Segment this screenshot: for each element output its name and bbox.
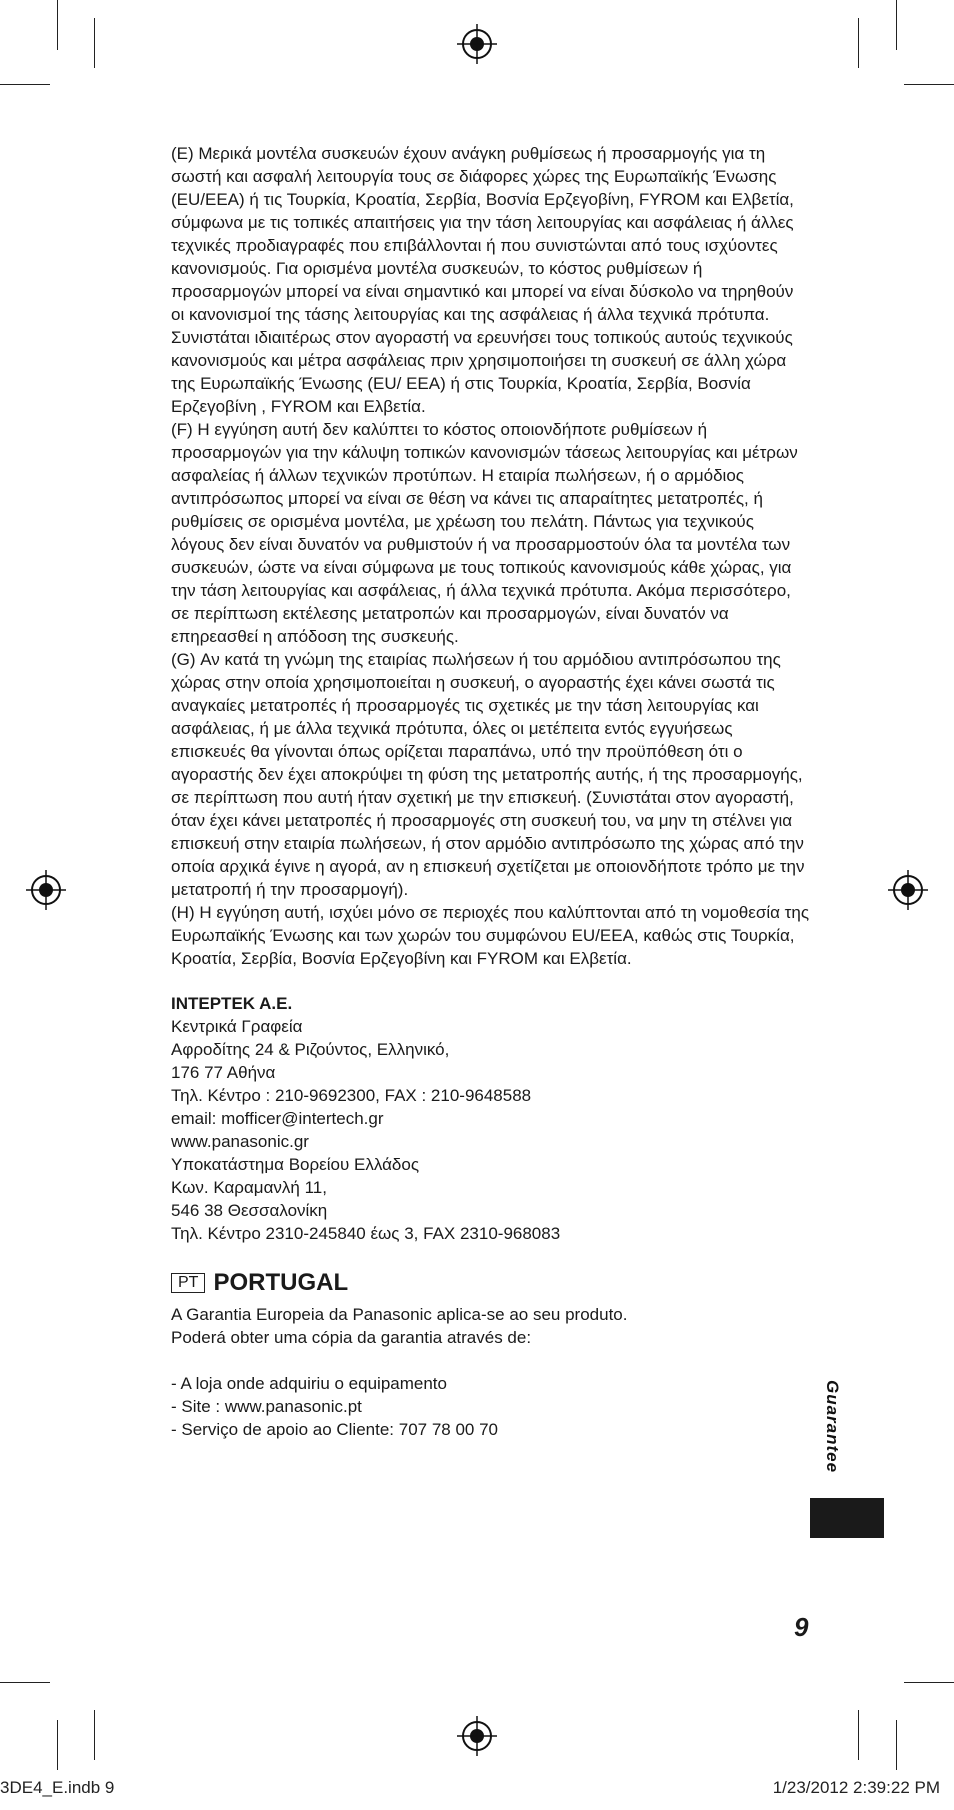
section-tab-marker <box>810 1498 884 1538</box>
portugal-body <box>171 1303 811 1349</box>
crop-mark <box>896 0 897 50</box>
list-item: - A loja onde adquiriu o equipamento <box>171 1374 447 1393</box>
paragraph-e: (E) Μερικά μοντέλα συσκευών έχουν ανάγκη ρυθμίσεως ή προσαρμογής για τη σωστή και ασφαλή λειτουργία τους σε διάφορες χώρες της Ευρωπαϊκής Ένωσης (EU/EEA) ή τις Τουρκία, Κροατία, Σερβία, Βοσνία Ερζεγοβίνη, FYROM και Ελβετία, σύμφωνα με τις τοπικές απαιτήσεις για την τάση λειτουργίας και ασφάλειας ή άλλες τεχνικές προδιαγραφές που επιβάλλονται ή που συνιστώνται από τους ισχύοντες κανονισμούς. Για ορισμένα μοντέλα συσκευών, το κόστος ρυθμίσεων ή προσαρμογών μπορεί να είναι σημαντικό και μπορεί να είναι δύσκολο να τηρηθούν οι κανονισμοί της τάσης λειτουργίας και της ασφάλειας ή άλλα τεχνικά πρότυπα. Συνιστάται ιδιαιτέρως στον αγοραστή να ερευνήσει τους τοπικούς αυτούς τεχνικούς κανονισμούς και μέτρα ασφάλειας πριν χρησιμοποιήσει τη συσκευή σε άλλη χώρα της Ευρωπαϊκής Ένωσης (EU/ EEA) ή στις Τουρκία, Κροατία, Σερβία, Βοσνία Ερζεγοβίνη , FYROM και Ελβετία. <box>171 144 794 416</box>
website-line: www.panasonic.gr <box>171 1132 309 1151</box>
address-line: Κεντρικά Γραφεία <box>171 1017 303 1036</box>
crop-mark <box>858 1710 859 1760</box>
paragraph-f: (F) Η εγγύηση αυτή δεν καλύπτει το κόστος οποιονδήποτε ρυθμίσεων ή προσαρμογών για την κάλυψη τοπικών κανονισμών τάσεως λειτουργίας και μέτρων ασφαλείας ή άλλων τεχνικών προτύπων. Η εταιρία πωλήσεων, ή ο αρμόδιος αντιπρόσωπος μπορεί να είναι σε θέση να κάνει τις απαραίτητες μετατροπές, ή ρυθμίσεις σε ορισμένα μοντέλα, με χρέωση του πελάτη. Πάντως για τεχνικούς λόγους δεν είναι δυνατόν να ρυθμιστούν ή να προσαρμοστούν όλα τα μοντέλα των συσκευών, ώστε να είναι σύμφωνα με τους τοπικούς κανονισμούς κάθε χώρας, για την τάση λειτουργίας και ασφάλειας, ή άλλα τεχνικά πρότυπα. Ακόμα περισσότερο, σε περίπτωση εκτέλεσης μετατροπών και προσαρμογών, είναι δυνατόν να επηρεασθεί η απόδοση της συσκευής. <box>171 420 798 646</box>
document-body <box>171 142 811 1441</box>
address-line: Τηλ. Κέντρο 2310-245840 έως 3, FAX 2310-968083 <box>171 1224 561 1243</box>
portugal-heading <box>171 1269 811 1297</box>
crop-mark <box>57 0 58 50</box>
crop-mark <box>904 84 954 85</box>
registration-mark-icon <box>888 870 928 910</box>
address-line: Κων. Καραμανλή 11, <box>171 1178 327 1197</box>
crop-mark <box>94 18 95 68</box>
paragraph-h: (H) Η εγγύηση αυτή, ισχύει μόνο σε περιοχές που καλύπτονται από τη νομοθεσία της Ευρωπαϊκής Ένωσης και των χωρών του συμφώνου EU/EEA, καθώς στις Τουρκία, Κροατία, Σερβία, Βοσνία Ερζεγοβίνη και FYROM και Ελβετία. <box>171 903 810 968</box>
registration-mark-icon <box>457 1716 497 1756</box>
address-line: Τηλ. Κέντρο : 210-9692300, FAX : 210-9648588 <box>171 1086 532 1105</box>
printer-slug-date: 1/23/2012 2:39:22 PM <box>772 1778 940 1797</box>
address-line: 546 38 Θεσσαλονίκη <box>171 1201 328 1220</box>
list-item: - Site : www.panasonic.pt <box>171 1397 362 1416</box>
crop-mark <box>0 84 50 85</box>
page-number: 9 <box>794 1612 809 1642</box>
body-line: A Garantia Europeia da Panasonic aplica-se ao seu produto. <box>171 1305 628 1324</box>
address-line: Αφροδίτης 24 & Ριζούντος, Ελληνικό, <box>171 1040 450 1059</box>
crop-mark <box>858 18 859 68</box>
company-name: INTEPTEK A.E. <box>171 994 293 1013</box>
printer-slug-file: 3DE4_E.indb 9 <box>0 1778 115 1797</box>
address-line: Υποκατάστημα Βορείου Ελλάδος <box>171 1155 420 1174</box>
country-name: PORTUGAL <box>213 1269 349 1296</box>
crop-mark <box>904 1682 954 1683</box>
crop-mark <box>94 1710 95 1760</box>
company-address <box>171 992 811 1245</box>
body-line: Poderá obter uma cópia da garantia através de: <box>171 1328 532 1347</box>
country-code-badge: PT <box>171 1273 205 1293</box>
registration-mark-icon <box>26 870 66 910</box>
email-line: email: mofficer@intertech.gr <box>171 1109 384 1128</box>
portugal-list <box>171 1372 811 1441</box>
address-line: 176 77 Αθήνα <box>171 1063 276 1082</box>
crop-mark <box>0 1682 50 1683</box>
registration-mark-icon <box>457 24 497 64</box>
crop-mark <box>57 1720 58 1770</box>
list-item: - Serviço de apoio ao Cliente: 707 78 00 70 <box>171 1420 499 1439</box>
crop-mark <box>896 1720 897 1770</box>
paragraph-g: (G) Αν κατά τη γνώμη της εταιρίας πωλήσεων ή του αρμόδιου αντιπρόσωπου της χώρας στην οποία χρησιμοποιείται η συσκευή, ο αγοραστής έχει κάνει σωστά τις αναγκαίες μετατροπές ή προσαρμογές τις σχετικές με την τάση λειτουργίας και ασφάλειας, ή με άλλα τεχνικά πρότυπα, όλες οι μετέπειτα εντός εγγυήσεως επισκευές θα γίνονται όπως ορίζεται παραπάνω, υπό την προϋπόθεση ότι ο αγοραστής δεν έχει αποκρύψει τη φύση της μετατροπής αυτής, ή της προσαρμογής, σε περίπτωση που αυτή ήταν σχετική με την επισκευή. (Συνιστάται στον αγοραστή, όταν έχει κάνει μετατροπές ή προσαρμογές στη συσκευή του, να μην τη στέλνει για επισκευή στην εταιρία πωλήσεων, ή στον αρμόδιο αντιπρόσωπο της χώρας από την οποία αρχικά έγινε η αγορά, αν η επισκευή σχετίζεται με οποιονδήποτε τρόπο με την μετατροπή ή την προσαρμογή). <box>171 650 805 899</box>
section-tab-label: Guarantee <box>823 1380 842 1474</box>
